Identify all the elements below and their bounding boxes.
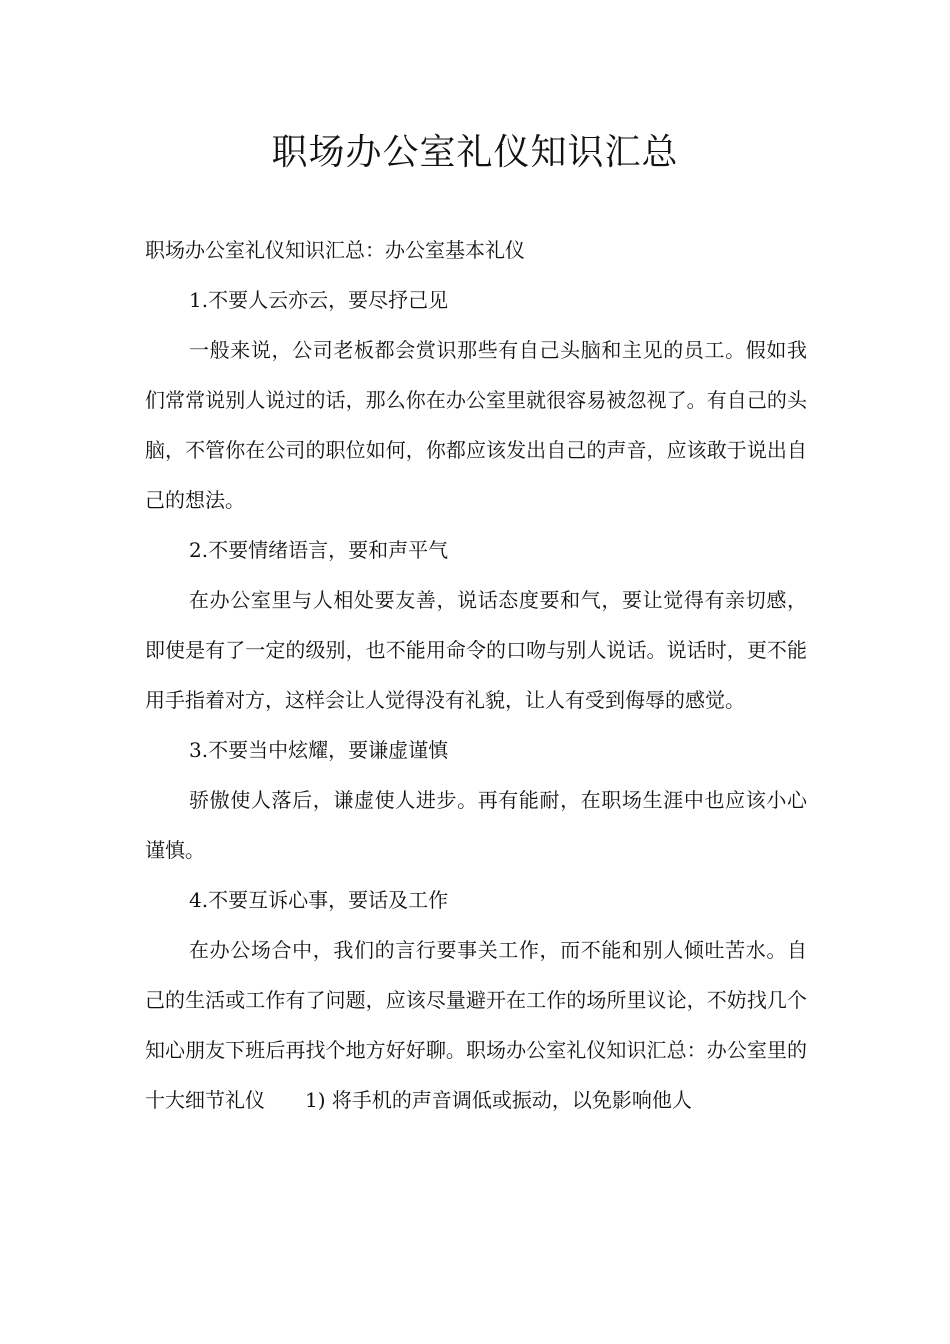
rule-heading-3: 3.不要当中炫耀，要谦虚谨慎: [189, 738, 449, 762]
section-heading: 职场办公室礼仪知识汇总：办公室基本礼仪: [145, 238, 525, 262]
document-body: [145, 225, 807, 1125]
paragraph-2: 在办公室里与人相处要友善，说话态度要和气，要让觉得有亲切感，即使是有了一定的级别，也不能用命令的口吻与别人说话。说话时，更不能用手指着对方，这样会让人觉得没有礼貌，让人有受到侮辱的感觉。: [145, 588, 807, 712]
rule-heading-4: 4.不要互诉心事，要话及工作: [189, 888, 449, 912]
paragraph-4: 在办公场合中，我们的言行要事关工作，而不能和别人倾吐苦水。自己的生活或工作有了问题，应该尽量避开在工作的场所里议论，不妨找几个知心朋友下班后再找个地方好好聊。职场办公室礼仪知识汇总：办公室里的十大细节礼仪 1) 将手机的声音调低或振动，以免影响他人: [145, 938, 807, 1112]
rule-heading-2: 2.不要情绪语言，要和声平气: [189, 538, 449, 562]
paragraph-3: 骄傲使人落后，谦虚使人进步。再有能耐，在职场生涯中也应该小心谨慎。: [145, 788, 807, 862]
rule-heading-1: 1.不要人云亦云，要尽抒己见: [189, 288, 449, 312]
paragraph-1: 一般来说，公司老板都会赏识那些有自己头脑和主见的员工。假如我们常常说别人说过的话，那么你在办公室里就很容易被忽视了。有自己的头脑，不管你在公司的职位如何，你都应该发出自己的声音，应该敢于说出自己的想法。: [145, 338, 807, 512]
document-title: 职场办公室礼仪知识汇总: [271, 132, 679, 173]
